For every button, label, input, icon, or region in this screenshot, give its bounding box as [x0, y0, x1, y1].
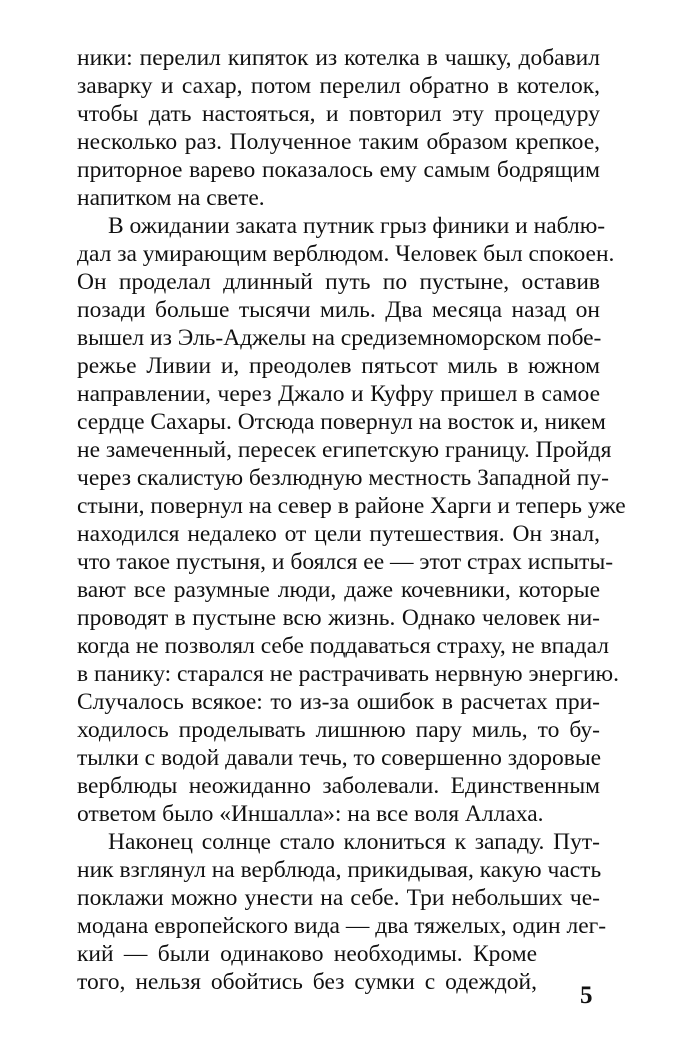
text-line: ходилось проделывать лишнюю пару миль, то бу- [77, 717, 600, 743]
text-line: того, нельзя обойтись без сумки с одеждой, [77, 969, 537, 995]
text-line: Случалось всякое: то из-за ошибок в расчетах при- [77, 689, 600, 715]
text-line: вают все разумные люди, даже кочевники, которые [77, 577, 600, 603]
text-line: стыни, повернул на север в районе Харги и теперь уже [77, 493, 626, 519]
text-line: что такое пустыня, и боялся ее — этот страх испыты- [77, 549, 614, 575]
text-line: В ожидании заката путник грыз финики и наблю- [108, 213, 606, 239]
text-line: не замеченный, пересек египетскую границу. Пройдя [77, 437, 612, 463]
body-text [77, 44, 626, 996]
text-line: несколько раз. Полученное таким образом крепкое, [77, 129, 600, 155]
text-line: поклажи можно унести на себе. Три небольших че- [77, 885, 600, 911]
text-line: в панику: старался не растрачивать нервную энергию. [77, 661, 619, 687]
text-line: напитком на свете. [77, 185, 265, 211]
text-line: позади больше тысячи миль. Два месяца назад он [77, 297, 600, 323]
text-line: через скалистую безлюдную местность Западной пу- [77, 465, 609, 491]
text-line: приторное варево показалось ему самым бодрящим [77, 157, 600, 183]
text-line: верблюды неожиданно заболевали. Единственным [77, 773, 600, 799]
text-line: находился недалеко от цели путешествия. Он знал, [77, 521, 600, 547]
text-line: заварку и сахар, потом перелил обратно в котелок, [77, 73, 600, 99]
text-line: чтобы дать настояться, и повторил эту процедуру [77, 101, 600, 127]
text-line: кий — были одинаково необходимы. Кроме [77, 941, 537, 967]
text-line: Он проделал длинный путь по пустыне, оставив [77, 269, 600, 295]
text-line: когда не позволял себе поддаваться страху, не впадал [77, 633, 609, 659]
text-line: модана европейского вида — два тяжелых, один лег- [77, 913, 607, 939]
text-line: ники: перелил кипяток из котелка в чашку, добавил [77, 45, 600, 71]
page-number: 5 [580, 982, 593, 1009]
text-line: проводят в пустыне всю жизнь. Однако человек ни- [77, 605, 600, 631]
text-line: Наконец солнце стало клониться к западу. Пут- [108, 829, 600, 855]
text-line: дал за умирающим верблюдом. Человек был спокоен. [77, 241, 615, 267]
text-line: сердце Сахары. Отсюда повернул на восток и, никем [77, 409, 606, 435]
text-line: тылки с водой давали течь, то совершенно здоровые [77, 745, 602, 771]
text-line: режье Ливии и, преодолев пятьсот миль в южном [77, 353, 600, 379]
text-line: ответом было «Иншалла»: на все воля Аллаха. [77, 801, 544, 827]
text-line: ник взглянул на верблюда, прикидывая, какую часть [77, 857, 602, 883]
text-line: направлении, через Джало и Куфру пришел в самое [77, 381, 600, 407]
text-line: вышел из Эль-Аджелы на средиземноморском побе- [77, 325, 602, 351]
